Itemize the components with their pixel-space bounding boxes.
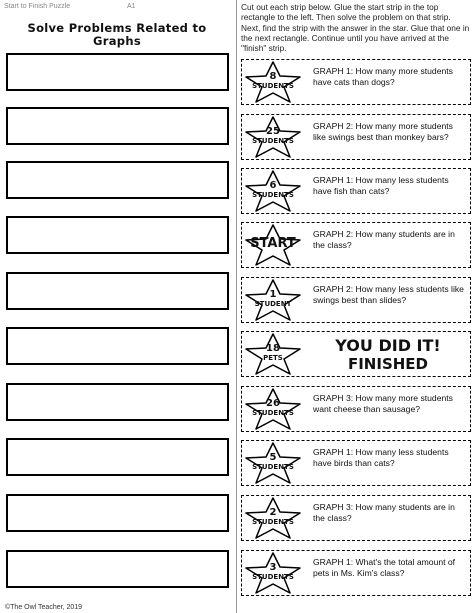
puzzle-strip-finish[interactable] xyxy=(241,331,471,377)
strip-question: GRAPH 2: How many more students like swings best than monkey bars? xyxy=(313,121,453,143)
star-number: 26 xyxy=(266,398,280,409)
star-number: 5 xyxy=(269,452,277,463)
puzzle-strip[interactable] xyxy=(241,440,471,486)
star-unit: STUDENTS xyxy=(252,137,294,145)
strip-question: GRAPH 1: How many less students have birds than cats? xyxy=(313,447,449,469)
puzzle-strip[interactable] xyxy=(241,277,471,323)
star-badge xyxy=(243,333,303,375)
star-badge xyxy=(243,552,303,594)
start-label: START xyxy=(250,236,296,251)
puzzle-strip[interactable] xyxy=(241,59,471,105)
page-title-line1: Solve Problems Related to xyxy=(27,21,207,35)
star-badge xyxy=(243,279,303,321)
star-unit: STUDENTS xyxy=(252,518,294,526)
page-title xyxy=(4,22,230,48)
glue-rectangle xyxy=(6,494,229,532)
strip-question: GRAPH 2: How many students are in the class? xyxy=(313,229,455,251)
star-number: 2 xyxy=(269,507,277,518)
puzzle-strip[interactable] xyxy=(241,550,471,596)
star-number: 6 xyxy=(269,180,277,191)
glue-rectangle xyxy=(6,107,229,145)
puzzle-strip-start[interactable] xyxy=(241,222,471,268)
glue-rectangle xyxy=(6,438,229,476)
star-number: 25 xyxy=(266,126,280,137)
glue-rectangle xyxy=(6,161,229,199)
finish-line1: YOU DID IT! xyxy=(335,336,441,355)
star-number: 18 xyxy=(266,343,280,354)
star-badge xyxy=(243,497,303,539)
star-unit: PETS xyxy=(263,354,283,362)
glue-rectangle xyxy=(6,53,229,91)
puzzle-strip[interactable] xyxy=(241,168,471,214)
strip-question: GRAPH 2: How many less students like swings best than slides? xyxy=(313,284,464,306)
star-badge xyxy=(243,442,303,484)
strip-question: GRAPH 3: How many more students want cheese than sausage? xyxy=(313,393,453,415)
column-divider xyxy=(236,0,237,613)
star-unit: STUDENT xyxy=(254,300,292,308)
puzzle-label: Start to Finish Puzzle xyxy=(4,3,71,10)
instructions-text: Cut out each strip below. Glue the start strip in the top rectangle to the left. Then solve the problem on that strip. Next, find the strip with the answer in the star. Glue that one in the next rectangle. Continue until you have arrived at the "finish" strip. xyxy=(241,2,470,54)
star-badge xyxy=(243,116,303,158)
star-number: 3 xyxy=(269,562,277,573)
glue-rectangle xyxy=(6,383,229,421)
strip-question: GRAPH 1: How many less students have fish than cats? xyxy=(313,175,449,197)
star-badge xyxy=(243,61,303,103)
finish-message xyxy=(308,336,468,373)
glue-rectangle xyxy=(6,216,229,254)
star-number: 1 xyxy=(269,289,277,300)
star-badge xyxy=(243,170,303,212)
copyright-footer: ©The Owl Teacher, 2019 xyxy=(5,604,83,611)
star-unit: STUDENTS xyxy=(252,191,294,199)
strip-question: GRAPH 3: How many students are in the class? xyxy=(313,502,455,524)
strip-question: GRAPH 1: How many more students have cats than dogs? xyxy=(313,66,453,88)
glue-rectangle xyxy=(6,327,229,365)
puzzle-strip[interactable] xyxy=(241,495,471,541)
star-badge xyxy=(243,388,303,430)
star-number: 8 xyxy=(269,71,277,82)
glue-rectangle xyxy=(6,272,229,310)
star-unit: STUDENTS xyxy=(252,409,294,417)
finish-line2: FINISHED xyxy=(347,355,429,373)
puzzle-strip[interactable] xyxy=(241,114,471,160)
puzzle-code: A1 xyxy=(127,3,136,10)
star-badge xyxy=(243,224,303,266)
glue-rectangle xyxy=(6,550,229,588)
page-title-line2: Graphs xyxy=(93,34,141,48)
star-unit: STUDENTS xyxy=(252,463,294,471)
star-unit: STUDENTS xyxy=(252,82,294,90)
strip-question: GRAPH 1: What's the total amount of pets in Ms. Kim's class? xyxy=(313,557,456,579)
puzzle-strip[interactable] xyxy=(241,386,471,432)
star-unit: STUDENTS xyxy=(252,573,294,581)
